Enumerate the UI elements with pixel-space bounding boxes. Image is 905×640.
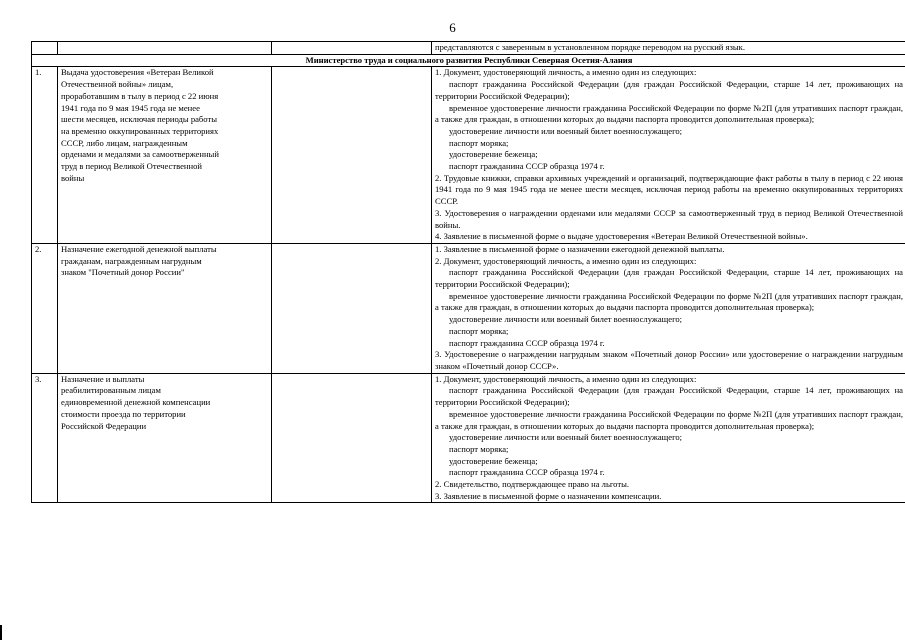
- document-item: 3. Заявление в письменной форме о назначении компенсации.: [435, 490, 662, 501]
- required-documents: [432, 67, 905, 244]
- cell-num: [32, 42, 58, 55]
- document-item: удостоверение личности или военный билет военнослужащего;: [449, 125, 683, 136]
- service-name-line: 1941 года по 9 мая 1945 года не менее: [61, 102, 200, 113]
- cell-docs: представляются с заверенным в установленном порядке переводом на русский язык.: [432, 42, 905, 55]
- required-documents: [432, 373, 905, 503]
- document-item: 4. Заявление в письменной форме о выдаче удостоверения «Ветеран Великой Отечественной войны».: [435, 231, 808, 242]
- service-name-line: единовременной денежной компенсации: [61, 397, 211, 408]
- document-item: 1. Документ, удостоверяющий личность, а именно один из следующих:: [435, 373, 697, 384]
- empty-cell: [272, 67, 432, 244]
- document-item: паспорт моряка;: [449, 443, 509, 454]
- document-item: паспорт моряка;: [449, 137, 509, 148]
- document-item: временное удостоверение личности гражданина Российской Федерации по форме №2П (для утративших паспорт граждан, а также для граждан, в отношении которых до выдачи паспорта проводится дополнительная проверка);: [435, 290, 903, 313]
- service-name: [58, 67, 272, 244]
- service-name-line: Российской Федерации: [61, 420, 147, 431]
- table-row: [32, 243, 905, 373]
- service-name-line: труд в период Великой Отечественной: [61, 161, 203, 172]
- document-item: временное удостоверение личности гражданина Российской Федерации по форме №2П (для утративших паспорт граждан, а также для граждан, в отношении которых до выдачи паспорта проводится дополнительная проверка);: [435, 408, 903, 431]
- service-name: [58, 243, 272, 373]
- document-item: 2. Свидетельство, подтверждающее право на льготы.: [435, 479, 630, 490]
- document-item: паспорт гражданина СССР образца 1974 г.: [449, 161, 605, 172]
- service-name: [58, 373, 272, 503]
- table-row: [32, 373, 905, 503]
- continuation-row: [32, 42, 905, 55]
- service-name-line: знаком "Почетный донор России": [61, 267, 185, 278]
- document-item: паспорт гражданина Российской Федерации (для граждан Российской Федерации, старше 14 лет, проживающих на территории Российской Федерации);: [435, 385, 903, 408]
- document-item: 3. Удостоверение о награждении нагрудным знаком «Почетный донор России» или удостоверение о награждении нагрудным знаком «Почетный донор СССР».: [435, 349, 903, 371]
- document-item: удостоверение личности или военный билет военнослужащего;: [449, 314, 683, 325]
- service-name-line: СССР, либо лицам, награжденным: [61, 137, 188, 148]
- service-name-line: орденами и медалями за самоотверженный: [61, 149, 219, 160]
- document-item: удостоверение личности или военный билет военнослужащего;: [449, 432, 683, 443]
- row-number: 3.: [32, 373, 58, 503]
- empty-cell: [272, 373, 432, 503]
- service-name-line: проработавшим в тылу в период с 22 июня: [61, 90, 219, 101]
- document-item: 1. Заявление в письменной форме о назначении ежегодной денежной выплаты.: [435, 243, 725, 254]
- service-name-line: на временно оккупированных территориях: [61, 125, 219, 136]
- document-item: временное удостоверение личности гражданина Российской Федерации по форме №2П (для утративших паспорт граждан, а также для граждан, в отношении которых до выдачи паспорта проводится дополнительная проверка);: [435, 102, 903, 125]
- table-row: [32, 67, 905, 244]
- cell-title: [58, 42, 272, 55]
- section-header-row: [32, 54, 905, 67]
- row-number: 2.: [32, 243, 58, 373]
- document-item: 2. Документ, удостоверяющий личность, а именно один из следующих:: [435, 255, 697, 266]
- service-name-line: реабилитированным лицам: [61, 385, 161, 396]
- service-name-line: Назначение и выплаты: [61, 373, 145, 384]
- service-name-line: Отечественной войны» лицам,: [61, 79, 174, 90]
- ministry-heading: Министерство труда и социального развития Республики Северная Осетия-Алания: [32, 54, 905, 67]
- services-table: [31, 41, 905, 503]
- scan-edge-mark: [0, 625, 2, 640]
- service-name-line: Назначение ежегодной денежной выплаты: [61, 243, 217, 254]
- service-name-line: стоимости проезда по территории: [61, 408, 186, 419]
- service-name-line: войны: [61, 172, 85, 183]
- empty-cell: [272, 243, 432, 373]
- document-item: паспорт моряка;: [449, 325, 509, 336]
- document-item: 1. Документ, удостоверяющий личность, а именно один из следующих:: [435, 67, 697, 78]
- document-item: удостоверение беженца;: [449, 149, 538, 160]
- row-number: 1.: [32, 67, 58, 244]
- document-item: удостоверение беженца;: [449, 455, 538, 466]
- required-documents: [432, 243, 905, 373]
- document-item: паспорт гражданина СССР образца 1974 г.: [449, 467, 605, 478]
- service-name-line: Выдача удостоверения «Ветеран Великой: [61, 67, 214, 78]
- document-item: 3. Удостоверения о награждении орденами или медалями СССР за самоотверженный труд в период Великой Отечественной войны.: [435, 207, 903, 230]
- service-name-line: шести месяцев, исключая периоды работы: [61, 114, 218, 125]
- document-item: паспорт гражданина Российской Федерации (для граждан Российской Федерации, старше 14 лет, проживающих на территории Российской Федерации);: [435, 79, 903, 101]
- document-item: паспорт гражданина Российской Федерации (для граждан Российской Федерации, старше 14 лет, проживающих на территории Российской Федерации);: [435, 267, 903, 290]
- service-name-line: гражданам, награжденным нагрудным: [61, 255, 202, 266]
- cell-empty: [272, 42, 432, 55]
- document-item: 2. Трудовые книжки, справки архивных учреждений и организаций, подтверждающие факт работы в тылу в период с 22 июня 1941 года по 9 мая 1945 года не менее шести месяцев, исключая период работы на временно оккупированных территориях СССР.: [435, 172, 903, 207]
- page-number: 6: [449, 20, 456, 35]
- document-item: паспорт гражданина СССР образца 1974 г.: [449, 337, 605, 348]
